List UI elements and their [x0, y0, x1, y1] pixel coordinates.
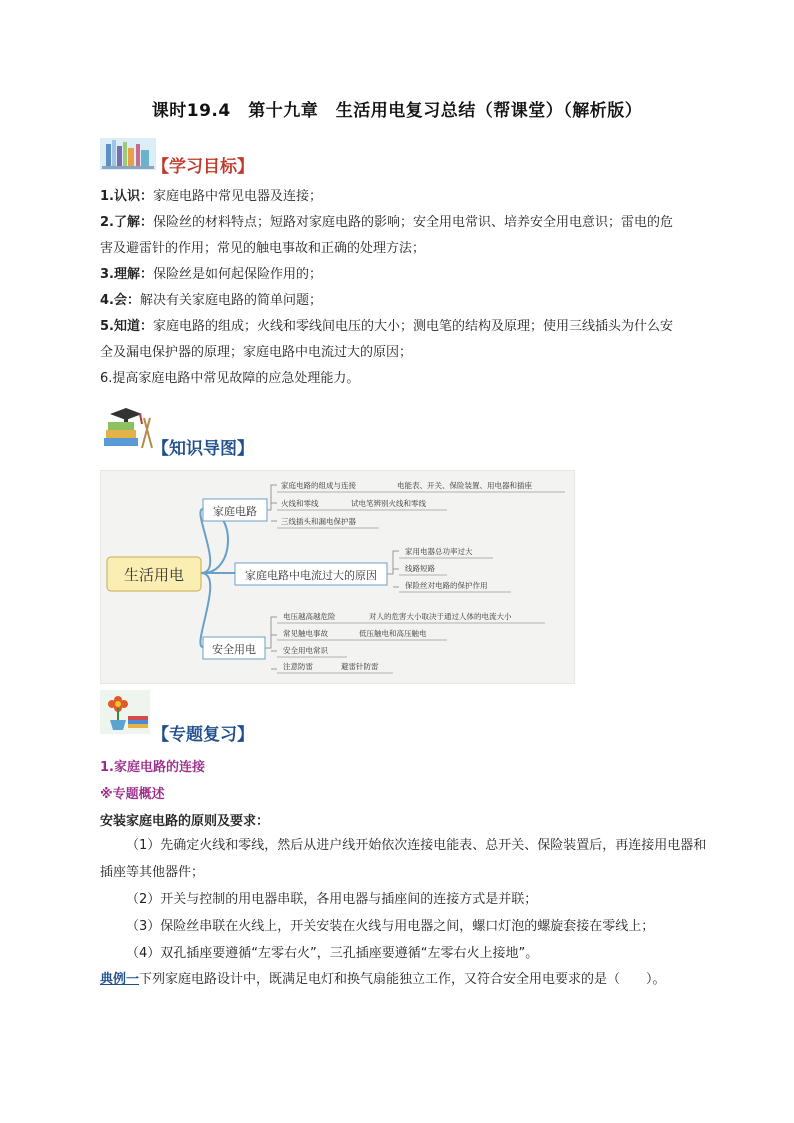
mindmap-leaf: 保险丝对电路的保护作用	[405, 581, 488, 590]
connector-branch-3	[200, 573, 210, 647]
mindmap-leaf: 家用电器总功率过大	[405, 547, 473, 556]
mindmap-leaf-detail: 对人的危害大小取决于通过人体的电流大小	[369, 612, 512, 621]
mindmap-leaf: 注意防雷	[283, 662, 313, 671]
mindmap-leaf-detail: 避雷针防雷	[341, 662, 379, 671]
mindmap-branch-text: 家庭电路	[213, 505, 257, 518]
goal-item: 4.会：解决有关家庭电路的简单问题；	[100, 293, 322, 308]
goal-item: 5.知道：家庭电路的组成；火线和零线间电压的大小；测电笔的结构及原理；使用三线插头为什么安	[100, 319, 673, 334]
principle-item: （2）开关与控制的用电器串联，各用电器与插座间的连接方式是并联；	[126, 892, 538, 907]
goal-item: 6.提高家庭电路中常见故障的应急处理能力。	[100, 371, 360, 386]
principle-item: （3）保险丝串联在火线上，开关安装在火线与用电器之间，螺口灯泡的螺旋套接在零线上；	[126, 919, 655, 934]
mindmap-branch-text: 安全用电	[212, 643, 256, 656]
principles-list	[100, 832, 720, 967]
review-section-label: 【专题复习】	[152, 725, 254, 745]
page-title: 课时19.4 第十九章 生活用电复习总结（帮课堂）（解析版）	[151, 101, 643, 121]
topic-heading: 1.家庭电路的连接	[100, 760, 205, 775]
goal-item: 1.认识：家庭电路中常见电器及连接；	[100, 189, 322, 204]
mindmap-leaf: 电压越高越危险	[283, 612, 336, 621]
flower-pot-icon	[100, 690, 156, 734]
example-question	[100, 967, 720, 993]
principle-item: （4）双孔插座要遵循“左零右火”，三孔插座要遵循“左零右火上接地”。	[126, 946, 539, 961]
goal-item: 害及避雷针的作用；常见的触电事故和正确的处理方法；	[100, 241, 426, 256]
example-label: 典例一	[100, 972, 140, 987]
mindmap-leaf: 安全用电常识	[283, 646, 328, 655]
principles-title: 安装家庭电路的原则及要求：	[100, 814, 270, 829]
mindmap-branch-text: 家庭电路中电流过大的原因	[245, 569, 377, 582]
mindmap-leaf: 三线插头和漏电保护器	[281, 517, 356, 526]
topic-overview-heading: ※专题概述	[100, 787, 165, 802]
knowledge-mindmap	[100, 470, 575, 684]
goal-item: 全及漏电保护器的原理；家庭电路中电流过大的原因；	[100, 345, 413, 360]
goal-item: 3.理解：保险丝是如何起保险作用的；	[100, 267, 322, 282]
mindmap-svg	[101, 471, 574, 683]
mindmap-leaf: 家庭电路的组成与连接	[281, 481, 356, 490]
mindmap-root-text: 生活用电	[123, 566, 185, 584]
books-illustration-icon	[100, 130, 156, 174]
goals-section-label: 【学习目标】	[152, 157, 254, 177]
goals-list	[100, 184, 720, 392]
principle-item: 插座等其他器件；	[100, 865, 205, 880]
mindmap-leaf: 常见触电事故	[283, 629, 328, 638]
mindmap-leaf-detail: 试电笔辨别火线和零线	[351, 499, 426, 508]
mindmap-leaf: 线路短路	[405, 564, 435, 573]
mindmap-leaf-detail: 低压触电和高压触电	[359, 629, 427, 638]
graduation-books-icon	[100, 408, 156, 452]
mindmap-leaf-detail: 电能表、开关、保险装置、用电器和插座	[397, 481, 532, 490]
map-section-label: 【知识导图】	[152, 439, 254, 459]
principle-item: （1）先确定火线和零线，然后从进户线开始依次连接电能表、总开关、保险装置后，再连接用电器和	[126, 838, 707, 853]
goal-item: 2.了解：保险丝的材料特点；短路对家庭电路的影响；安全用电常识、培养安全用电意识；雷电的危	[100, 215, 673, 230]
mindmap-leaf: 火线和零线	[281, 499, 319, 508]
example-text: 下列家庭电路设计中，既满足电灯和换气扇能独立工作，又符合安全用电要求的是（ ）。	[139, 972, 666, 987]
